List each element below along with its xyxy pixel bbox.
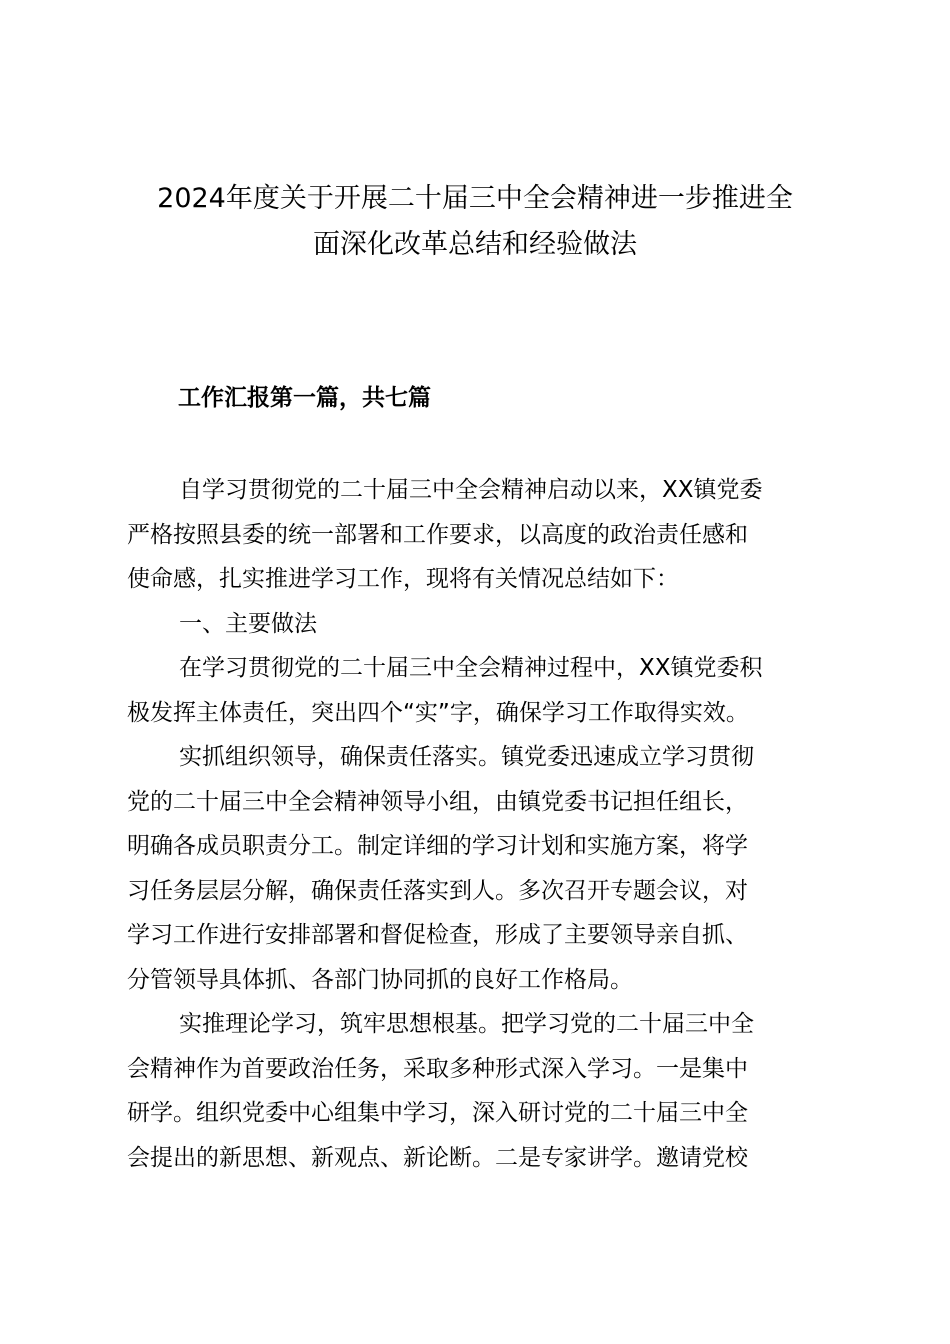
text-line: 明确各成员职责分工。制定详细的学习计划和实施方案，将学 — [127, 833, 748, 859]
text-line: 实推理论学习，筑牢思想根基。把学习党的二十届三中全 — [179, 1011, 754, 1037]
title-line: 面深化改革总结和经验做法 — [313, 229, 637, 260]
text-line: 严格按照县委的统一部署和工作要求，以高度的政治责任感和 — [127, 521, 748, 548]
document-title — [110, 176, 840, 268]
text-line: 习任务层层分解，确保责任落实到人。多次召开专题会议，对 — [127, 877, 748, 904]
paragraph-intro — [127, 468, 827, 602]
paragraph-overview — [127, 646, 827, 735]
text-line: 一、主要做法 — [179, 610, 317, 637]
paragraph-organization — [127, 735, 827, 1002]
title-line: 2024年度关于开展二十届三中全会精神进一步推进全 — [157, 183, 793, 214]
text-line: 自学习贯彻党的二十届三中全会精神启动以来，XX镇党委 — [179, 477, 763, 503]
section-heading — [127, 602, 827, 647]
text-line: 党的二十届三中全会精神领导小组，由镇党委书记担任组长， — [127, 788, 748, 815]
document-body — [127, 468, 827, 1180]
text-line: 使命感，扎实推进学习工作，现将有关情况总结如下： — [127, 566, 679, 592]
text-line: 会提出的新思想、新观点、新论断。二是专家讲学。邀请党校 — [127, 1144, 748, 1171]
text-line: 学习工作进行安排部署和督促检查，形成了主要领导亲自抓、 — [127, 922, 748, 948]
text-line: 会精神作为首要政治任务，采取多种形式深入学习。一是集中 — [127, 1055, 748, 1082]
document-subtitle: 工作汇报第一篇，共七篇 — [178, 385, 431, 411]
text-line: 在学习贯彻党的二十届三中全会精神过程中，XX镇党委积 — [179, 655, 763, 681]
text-line: 极发挥主体责任，突出四个“实”字，确保学习工作取得实效。 — [127, 699, 749, 726]
text-line: 研学。组织党委中心组集中学习，深入研讨党的二十届三中全 — [127, 1100, 748, 1126]
paragraph-theory — [127, 1002, 827, 1180]
text-line: 分管领导具体抓、各部门协同抓的良好工作格局。 — [127, 966, 633, 993]
text-line: 实抓组织领导，确保责任落实。镇党委迅速成立学习贯彻 — [179, 744, 754, 770]
